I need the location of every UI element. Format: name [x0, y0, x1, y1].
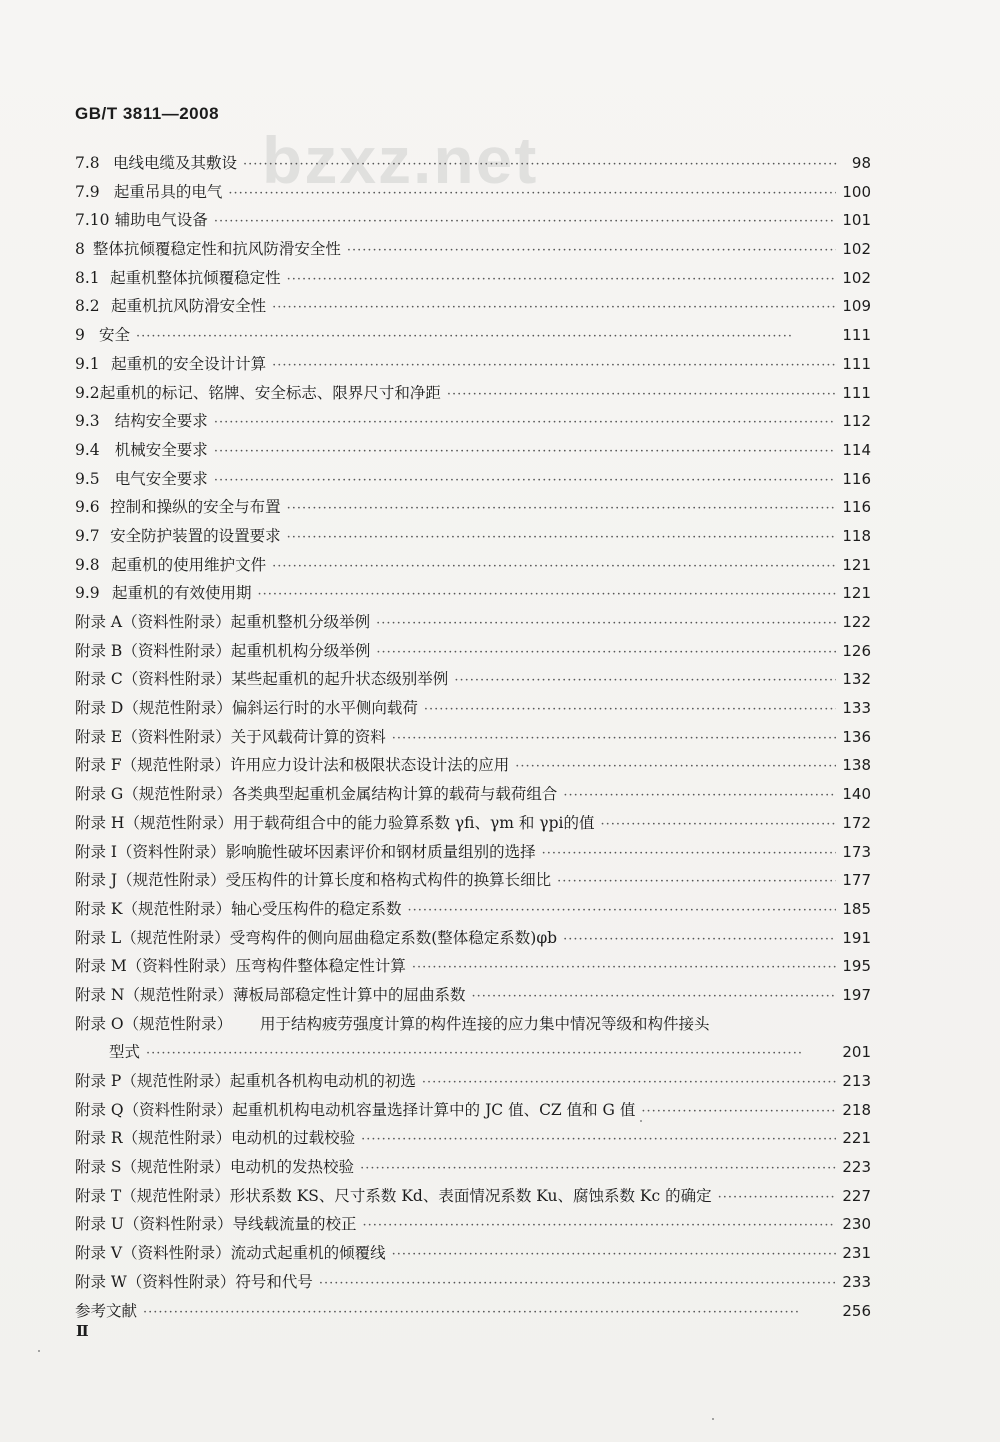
toc-entry-page-number: 136 — [842, 727, 871, 746]
toc-leader-dots — [641, 1098, 836, 1127]
toc-entry-title: 形状系数 KS、尺寸系数 Kd、表面情况系数 Ku、腐蚀系数 Kc 的确定 — [229, 1186, 712, 1205]
toc-entry-number: 7.10 — [75, 211, 110, 230]
toc-leader-dots — [392, 1241, 837, 1270]
toc-entry-title: 许用应力设计法和极限状态设计法的应用 — [230, 756, 510, 775]
toc-entry-title: 安全防护装置的设置要求 — [110, 526, 281, 545]
toc-entry — [75, 1239, 871, 1268]
toc-entry — [75, 637, 871, 666]
toc-leader-dots — [146, 1040, 836, 1069]
toc-leader-dots — [557, 868, 836, 897]
toc-entry-page-number: 138 — [842, 756, 871, 775]
toc-leader-dots — [214, 467, 837, 496]
toc-entry-title: 结构安全要求 — [114, 412, 208, 431]
toc-entry-number: 9.6 — [75, 498, 100, 517]
toc-entry-title: 起重机的安全设计计算 — [111, 354, 267, 373]
toc-entry-title: 关于风载荷计算的资料 — [230, 727, 386, 746]
toc-leader-dots — [228, 180, 836, 209]
toc-leader-dots — [515, 753, 836, 782]
toc-leader-dots — [718, 1184, 837, 1213]
toc-entry-title: 起重机的使用维护文件 — [111, 555, 267, 574]
toc-entry-page-number: 100 — [842, 182, 871, 201]
toc-entry — [75, 407, 871, 436]
toc-entry-number: 附录 O（规范性附录） — [75, 1014, 233, 1033]
toc-entry — [75, 493, 871, 522]
toc-entry — [75, 1153, 871, 1182]
toc-entry-title: 辅助电气设备 — [114, 211, 208, 230]
toc-leader-dots — [143, 1299, 836, 1328]
toc-entry-number: 附录 W（资料性附录） — [75, 1272, 236, 1291]
toc-entry-page-number: 233 — [842, 1272, 871, 1291]
toc-entry-number: 附录 R（规范性附录） — [75, 1129, 232, 1148]
toc-leader-dots — [272, 352, 836, 381]
toc-entry — [75, 522, 871, 551]
toc-leader-dots — [272, 553, 836, 582]
toc-leader-dots — [214, 409, 837, 438]
toc-leader-dots — [408, 897, 837, 926]
toc-entry-number: 附录 G（规范性附录） — [75, 785, 232, 804]
toc-entry — [75, 1210, 871, 1239]
toc-leader-dots — [412, 954, 837, 983]
toc-entry — [75, 608, 871, 637]
toc-entry-page-number: 172 — [842, 813, 871, 832]
toc-entry — [75, 1297, 871, 1326]
toc-entry — [75, 665, 871, 694]
toc-entry-page-number: 126 — [842, 641, 871, 660]
toc-entry-page-number: 173 — [842, 842, 871, 861]
toc-entry — [75, 1067, 871, 1096]
toc-leader-dots — [563, 926, 836, 955]
toc-entry-title: 流动式起重机的倾覆线 — [230, 1244, 386, 1263]
toc-entry-page-number: 111 — [842, 383, 871, 402]
toc-leader-dots — [287, 266, 837, 295]
toc-leader-dots — [347, 237, 836, 266]
toc-entry — [75, 1124, 871, 1153]
toc-entry-page-number: 101 — [842, 211, 871, 230]
toc-entry-title: 整体抗倾覆稳定性和抗风防滑安全性 — [92, 240, 341, 259]
toc-entry — [75, 866, 871, 895]
toc-entry — [75, 751, 871, 780]
toc-leader-dots — [258, 581, 837, 610]
toc-entry — [75, 1096, 871, 1125]
toc-entry — [75, 551, 871, 580]
toc-entry-page-number: 111 — [842, 354, 871, 373]
toc-entry-page-number: 177 — [842, 871, 871, 890]
toc-entry — [75, 379, 871, 408]
toc-entry-title: 起重机整体抗倾覆稳定性 — [110, 268, 281, 287]
toc-entry-title: 某些起重机的起升状态级别举例 — [231, 670, 449, 689]
toc-leader-dots — [287, 495, 837, 524]
toc-entry — [75, 924, 871, 953]
toc-entry-number: 9.7 — [75, 526, 100, 545]
toc-leader-dots — [424, 696, 836, 725]
toc-entry — [75, 780, 871, 809]
toc-entry-title: 起重机的有效使用期 — [112, 584, 252, 603]
toc-leader-dots — [600, 811, 836, 840]
page-folio: Ⅱ — [76, 1322, 89, 1340]
toc-entry-number: 附录 J（规范性附录） — [75, 871, 226, 890]
toc-entry-number: 附录 L（规范性附录） — [75, 928, 230, 947]
toc-entry-page-number: 116 — [842, 469, 871, 488]
toc-leader-dots — [376, 610, 836, 639]
toc-entry-number: 附录 H（规范性附录） — [75, 813, 233, 832]
toc-entry-number: 9.2 — [75, 383, 100, 402]
toc-entry-number: 附录 I（资料性附录） — [75, 842, 226, 861]
toc-entry-title: 电气安全要求 — [114, 469, 208, 488]
toc-entry-title: 起重机机构电动机容量选择计算中的 JC 值、CZ 值和 G 值 — [232, 1100, 636, 1119]
toc-entry — [75, 235, 871, 264]
toc-entry — [75, 350, 871, 379]
toc-entry-page-number: 111 — [842, 326, 871, 345]
toc-entry-page-number: 102 — [842, 240, 871, 259]
toc-leader-dots — [447, 381, 836, 410]
table-of-contents — [75, 149, 871, 1325]
toc-entry-title: 电动机的发热校验 — [230, 1158, 355, 1177]
toc-entry-title: 用于载荷组合中的能力验算系数 γfi、γm 和 γpi的值 — [232, 813, 595, 832]
toc-leader-dots — [361, 1126, 836, 1155]
toc-entry-page-number: 227 — [842, 1186, 871, 1205]
toc-entry-number: 8.2 — [75, 297, 100, 316]
toc-leader-dots — [392, 725, 837, 754]
toc-entry-page-number: 223 — [842, 1158, 871, 1177]
toc-entry-number: 9.8 — [75, 555, 100, 574]
toc-entry-number: 附录 M（资料性附录） — [75, 957, 236, 976]
scan-speck — [640, 1120, 642, 1122]
toc-entry-number: 附录 K（规范性附录） — [75, 899, 232, 918]
toc-entry-page-number: 213 — [842, 1072, 871, 1090]
toc-entry-number: 附录 N（规范性附录） — [75, 985, 233, 1004]
toc-entry-title: 电线电缆及其敷设 — [112, 154, 237, 172]
toc-entry-number: 附录 D（规范性附录） — [75, 699, 232, 718]
toc-leader-dots — [287, 524, 837, 553]
toc-entry-page-number: 201 — [842, 1043, 871, 1062]
toc-entry-title: 轴心受压构件的稳定系数 — [231, 899, 402, 918]
toc-leader-dots — [422, 1069, 836, 1098]
toc-leader-dots — [363, 1212, 837, 1241]
toc-leader-dots — [214, 208, 837, 237]
toc-entry — [75, 321, 871, 350]
toc-entry-page-number: 221 — [842, 1129, 871, 1148]
toc-entry-number: 7.9 — [75, 182, 100, 201]
toc-entry-page-number: 230 — [842, 1215, 871, 1234]
toc-entry-number: 附录 E（资料性附录） — [75, 727, 231, 746]
toc-entry-title: 电动机的过载校验 — [231, 1129, 356, 1148]
toc-entry-title: 导线载流量的校正 — [232, 1215, 357, 1234]
toc-leader-dots — [243, 151, 837, 180]
toc-entry-number: 9.3 — [75, 412, 100, 431]
toc-entry-number: 附录 A（资料性附录） — [75, 613, 231, 631]
toc-entry-page-number: 112 — [842, 412, 871, 431]
toc-entry — [75, 264, 871, 293]
toc-leader-dots — [542, 840, 837, 869]
toc-entry-page-number: 140 — [842, 785, 871, 804]
toc-entry-page-number: 114 — [842, 440, 871, 459]
toc-entry-page-number: 185 — [842, 899, 871, 918]
toc-entry-number: 附录 V（资料性附录） — [75, 1244, 231, 1263]
toc-entry-page-number: 195 — [842, 957, 871, 976]
toc-entry-title: 偏斜运行时的水平侧向载荷 — [231, 699, 418, 718]
toc-entry-number: 8 — [75, 240, 85, 259]
toc-leader-dots — [319, 1270, 836, 1299]
toc-entry-title: 参考文献 — [75, 1301, 138, 1320]
toc-entry — [75, 292, 871, 321]
toc-entry-title: 起重机各机构电动机的初选 — [229, 1072, 416, 1090]
toc-entry-title: 起重机抗风防滑安全性 — [111, 297, 267, 316]
toc-entry-number: 9.4 — [75, 440, 100, 459]
toc-entry-page-number: 102 — [842, 268, 871, 287]
toc-entry-page-number: 133 — [842, 699, 871, 718]
toc-entry-title: 各类典型起重机金属结构计算的载荷与载荷组合 — [231, 785, 558, 804]
toc-entry-number: 附录 S（规范性附录） — [75, 1158, 231, 1177]
toc-entry-page-number: 116 — [842, 498, 871, 517]
standard-code-header: GB/T 3811—2008 — [75, 104, 220, 123]
toc-leader-dots — [136, 323, 836, 352]
toc-entry-title: 机械安全要求 — [114, 440, 208, 459]
toc-entry-number: 附录 T（规范性附录） — [75, 1186, 230, 1205]
toc-entry-title: 型式 — [109, 1043, 141, 1062]
toc-leader-dots — [360, 1155, 836, 1184]
toc-entry-number: 附录 B（资料性附录） — [75, 641, 231, 660]
toc-entry-title: 薄板局部稳定性计算中的屈曲系数 — [233, 985, 466, 1004]
toc-entry-number: 7.8 — [75, 154, 100, 172]
toc-leader-dots — [214, 438, 837, 467]
toc-entry-number: 附录 Q（资料性附录） — [75, 1100, 233, 1119]
toc-entry-number: 附录 F（规范性附录） — [75, 756, 231, 775]
toc-entry-number: 9.5 — [75, 469, 100, 488]
toc-entry — [75, 149, 871, 178]
toc-entry — [75, 895, 871, 924]
toc-leader-dots — [454, 667, 836, 696]
toc-entry-page-number: 109 — [842, 297, 871, 316]
toc-entry-number: 9.9 — [75, 584, 100, 603]
toc-entry-title: 影响脆性破坏因素评价和钢材质量组别的选择 — [225, 842, 536, 861]
toc-entry-title: 用于结构疲劳强度计算的构件连接的应力集中情况等级和构件接头 — [260, 1014, 710, 1033]
toc-entry — [75, 1038, 871, 1067]
toc-entry-page-number: 132 — [842, 670, 871, 689]
toc-leader-dots — [272, 294, 836, 323]
toc-entry — [75, 1182, 871, 1211]
scan-speck — [712, 1418, 714, 1420]
watermark-text: bzxz.net — [262, 123, 539, 197]
toc-entry — [75, 952, 871, 981]
toc-entry — [75, 723, 871, 752]
toc-entry — [75, 465, 871, 494]
toc-entry-page-number: 98 — [851, 154, 871, 172]
toc-entry-number: 8.1 — [75, 268, 100, 287]
toc-entry-title: 受压构件的计算长度和格构式构件的换算长细比 — [225, 871, 552, 890]
toc-entry-title: 符号和代号 — [235, 1272, 313, 1291]
toc-entry-title: 起重机机构分级举例 — [230, 641, 371, 660]
toc-entry-page-number: 118 — [842, 526, 871, 545]
toc-entry-title: 起重吊具的电气 — [113, 182, 223, 201]
toc-entry — [75, 838, 871, 867]
toc-entry-page-number: 122 — [842, 613, 871, 631]
toc-entry-number: 附录 P（规范性附录） — [75, 1072, 230, 1090]
toc-leader-dots — [563, 782, 836, 811]
toc-entry — [75, 981, 871, 1010]
toc-entry-title: 受弯构件的侧向屈曲稳定系数(整体稳定系数)φb — [229, 928, 558, 947]
toc-entry-title: 起重机的标记、铭牌、安全标志、限界尺寸和净距 — [99, 383, 441, 402]
toc-entry-number: 附录 U（资料性附录） — [75, 1215, 233, 1234]
toc-entry-page-number: 191 — [842, 928, 871, 947]
toc-entry — [75, 206, 871, 235]
toc-entry — [75, 1010, 871, 1039]
toc-entry-title: 起重机整机分级举例 — [230, 613, 371, 631]
toc-entry-page-number: 121 — [842, 555, 871, 574]
toc-leader-dots — [376, 639, 836, 668]
toc-entry-number: 9 — [75, 326, 85, 345]
toc-entry — [75, 694, 871, 723]
toc-entry — [75, 809, 871, 838]
toc-entry — [75, 1268, 871, 1297]
toc-entry-number: 附录 C（资料性附录） — [75, 670, 232, 689]
toc-entry — [75, 178, 871, 207]
toc-entry-title: 安全 — [99, 326, 131, 345]
toc-entry-page-number: 256 — [842, 1301, 871, 1320]
toc-entry-page-number: 197 — [842, 985, 871, 1004]
toc-entry-number: 9.1 — [75, 354, 100, 373]
toc-entry — [75, 436, 871, 465]
toc-entry — [75, 579, 871, 608]
toc-entry-page-number: 231 — [842, 1244, 871, 1263]
toc-entry-title: 压弯构件整体稳定性计算 — [235, 957, 406, 976]
toc-entry-page-number: 121 — [842, 584, 871, 603]
toc-entry-page-number: 218 — [842, 1100, 871, 1119]
toc-leader-dots — [472, 983, 837, 1012]
toc-entry-title: 控制和操纵的安全与布置 — [110, 498, 281, 517]
scan-speck — [38, 1350, 40, 1352]
